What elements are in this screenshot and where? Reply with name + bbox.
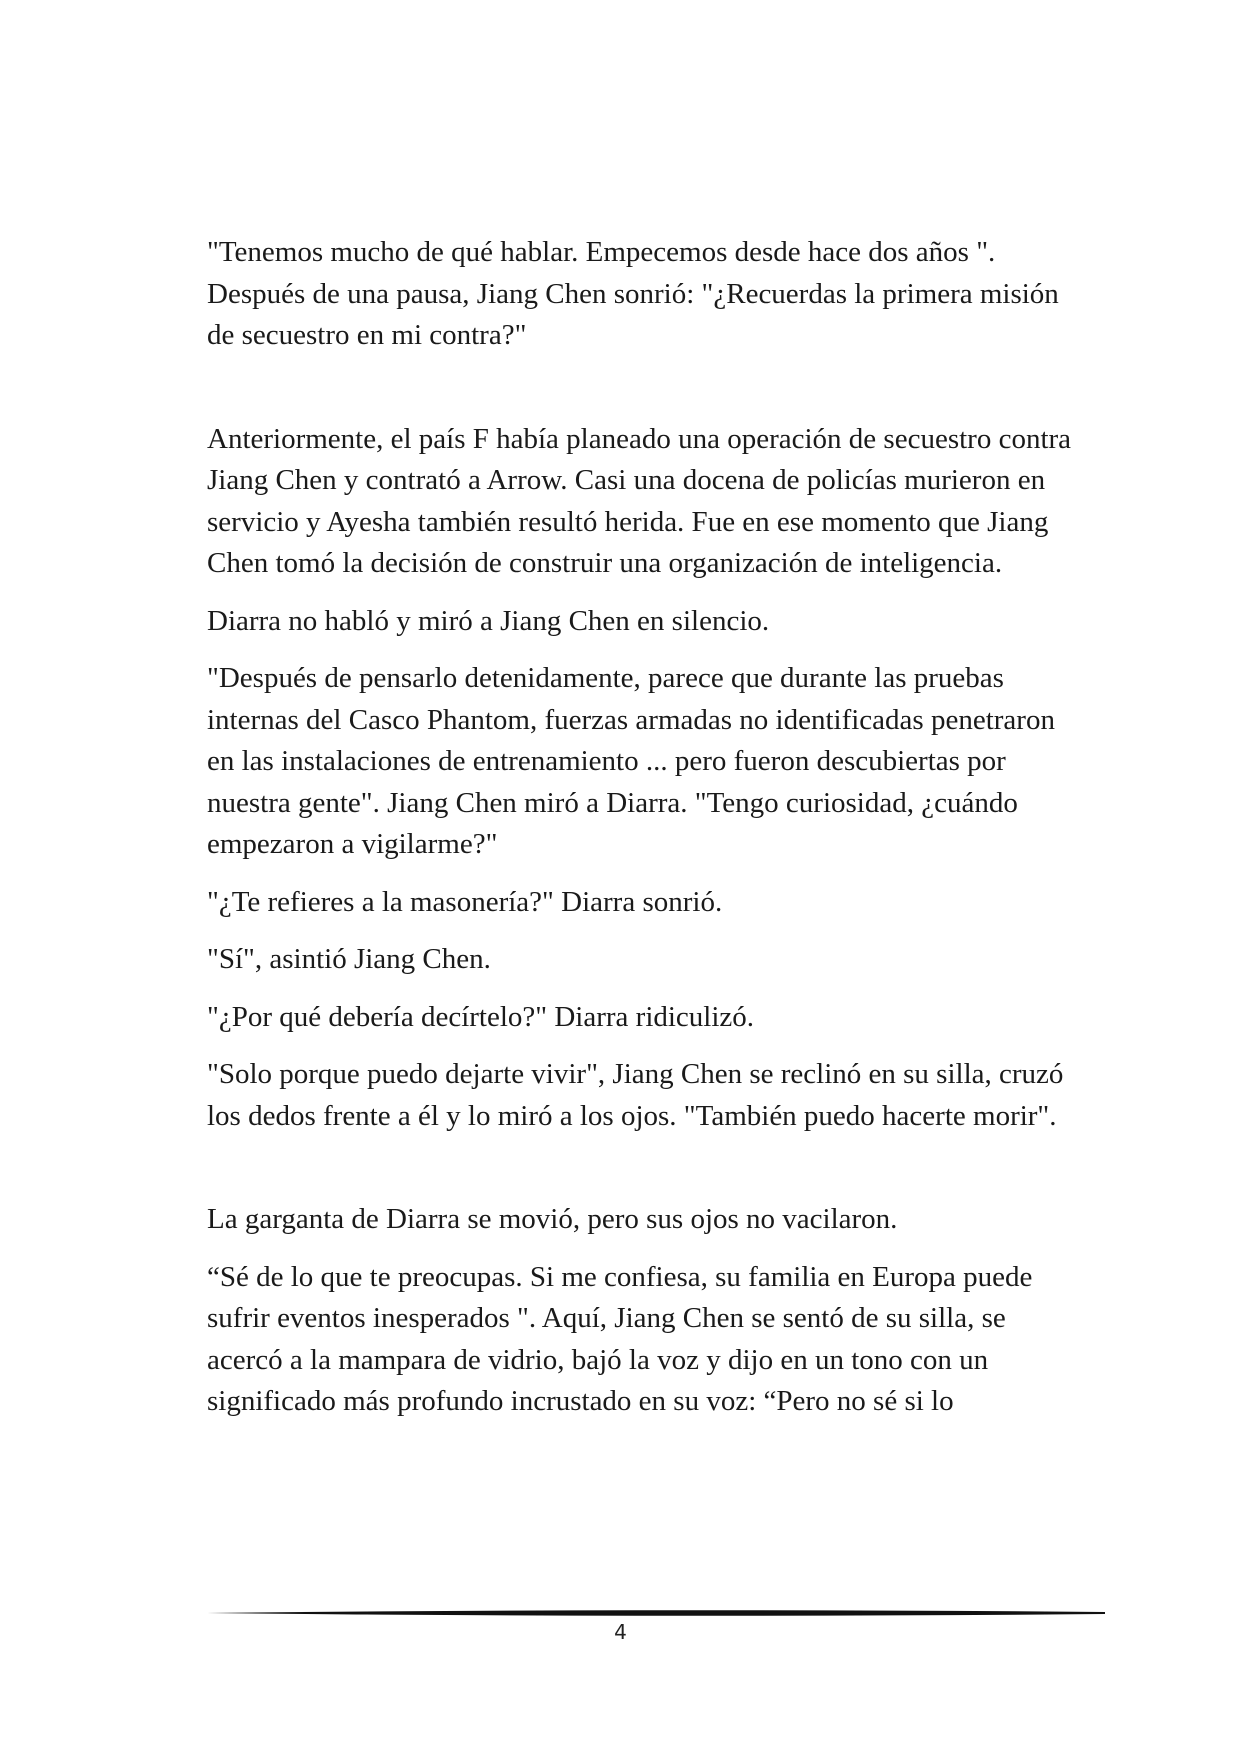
page-number: 4 bbox=[614, 1620, 627, 1644]
paragraph-4: "Después de pensarlo detenidamente, parece que durante las pruebas internas del Casco Phantom, fuerzas armadas no identificadas penetraron en las instalaciones de entrenamiento ... pero fueron descubiertas por nuestra gente". Jiang Chen miró a Diarra. "Tengo curiosidad, ¿cuándo empezaron a vigilarme?" bbox=[207, 662, 1055, 860]
paragraph-1: "Tenemos mucho de qué hablar. Empecemos desde hace dos años ". Después de una pausa, Jiang Chen sonrió: "¿Recuerdas la primera misión de secuestro en mi contra?" bbox=[207, 236, 1059, 351]
paragraph-6: "Sí", asintió Jiang Chen. bbox=[207, 943, 491, 975]
paragraph-10: “Sé de lo que te preocupas. Si me confiesa, su familia en Europa puede sufrir eventos inesperados ". Aquí, Jiang Chen se sentó de su silla, se acercó a la mampara de vidrio, bajó la voz y dijo en un tono con un significado más profundo incrustado en su voz: “Pero no sé si lo bbox=[207, 1260, 1033, 1417]
footer-divider bbox=[207, 1607, 1105, 1619]
paragraph-2: Anteriormente, el país F había planeado una operación de secuestro contra Jiang Chen y contrató a Arrow. Casi una docena de policías murieron en servicio y Ayesha también resultó herida. Fue en ese momento que Jiang Chen tomó la decisión de construir una organización de inteligencia. bbox=[207, 422, 1072, 579]
body-text bbox=[207, 232, 1077, 1439]
paragraph-8: "Solo porque puedo dejarte vivir", Jiang Chen se reclinó en su silla, cruzó los dedos frente a él y lo miró a los ojos. "También puedo hacerte morir". bbox=[207, 1058, 1064, 1132]
paragraph-3: Diarra no habló y miró a Jiang Chen en silencio. bbox=[207, 604, 770, 637]
paragraph-5: "¿Te refieres a la masonería?" Diarra sonrió. bbox=[207, 885, 723, 918]
paragraph-7: "¿Por qué debería decírtelo?" Diarra ridiculizó. bbox=[207, 1000, 755, 1033]
paragraph-9: La garganta de Diarra se movió, pero sus ojos no vacilaron. bbox=[207, 1203, 898, 1235]
